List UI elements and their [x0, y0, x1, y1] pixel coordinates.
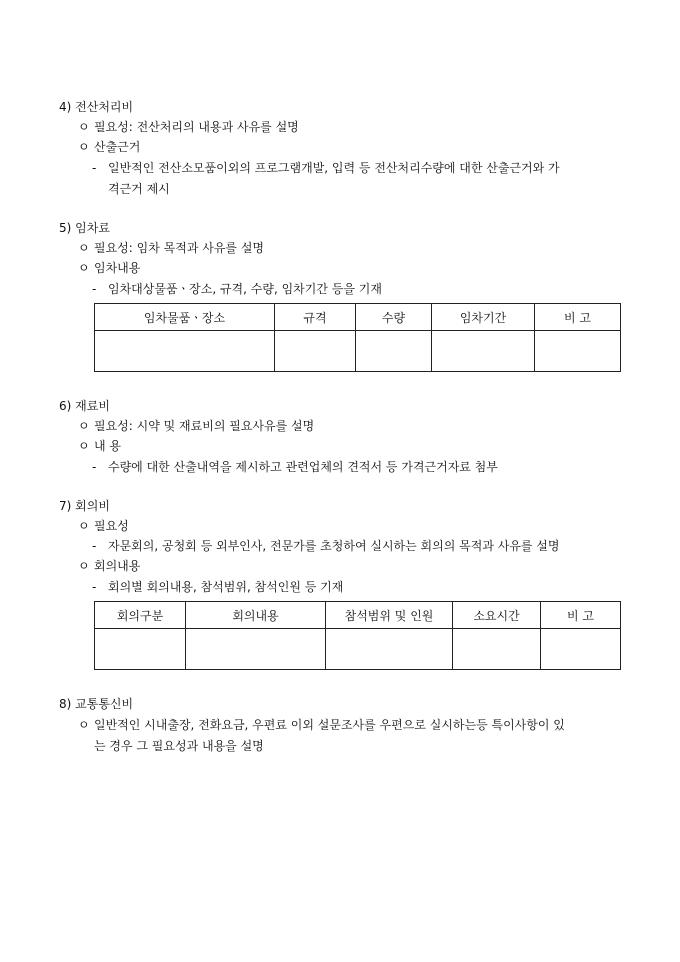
table-cell [541, 629, 621, 670]
s6-necessity-item [78, 418, 314, 434]
s5-content-title: 임차내용 [94, 261, 141, 275]
table-cell [186, 629, 326, 670]
s4-necessity-item [78, 119, 299, 135]
dash-marker: - [92, 282, 97, 296]
table-cell [356, 331, 432, 372]
table-row [95, 629, 621, 670]
s4-basis-text-1: 일반적인 전산소모품이외의 프로그램개발, 입력 등 전산처리수량에 대한 산출근거와 가 [108, 161, 560, 175]
s7-content-text: 회의별 회의내용, 참석범위, 참석인원 등 기재 [108, 580, 344, 594]
s5-content-line [92, 281, 382, 297]
bullet-marker: ㅇ [78, 261, 90, 275]
bullet-marker: ㅇ [78, 241, 90, 255]
table-header-row [95, 304, 621, 331]
s4-necessity-text: 필요성: 전산처리의 내용과 사유를 설명 [94, 120, 299, 134]
table-cell [432, 331, 535, 372]
table-cell [326, 629, 453, 670]
s7-necessity-line [92, 538, 560, 554]
bullet-marker: ㅇ [78, 439, 90, 453]
table-row [95, 331, 621, 372]
bullet-marker: ㅇ [78, 419, 90, 433]
s5-necessity-text: 필요성: 임차 목적과 사유를 설명 [94, 241, 264, 255]
s6-necessity-text: 필요성: 시약 및 재료비의 필요사유를 설명 [94, 419, 315, 433]
table-header-cell: 임차물품ㆍ장소 [95, 304, 275, 331]
bullet-marker: ㅇ [78, 519, 90, 533]
table-header-cell: 참석범위 및 인원 [326, 602, 453, 629]
s4-basis-line2: 격근거 제시 [108, 182, 170, 196]
s7-content-title: 회의내용 [94, 559, 141, 573]
meeting-table [94, 601, 621, 670]
table-header-cell: 규격 [275, 304, 356, 331]
s5-necessity-item [78, 240, 264, 256]
s7-content-item [78, 558, 140, 574]
dash-marker: - [92, 460, 97, 474]
table-cell [275, 331, 356, 372]
s7-necessity-title: 필요성 [94, 519, 129, 533]
section-7-heading: 7) 회의비 [59, 499, 110, 513]
bullet-marker: ㅇ [78, 120, 90, 134]
section-5-heading: 5) 임차료 [59, 221, 110, 235]
s6-content-title: 내 용 [94, 439, 121, 453]
s6-content-text: 수량에 대한 산출내역을 제시하고 관련업체의 견적서 등 가격근거자료 첨부 [108, 460, 498, 474]
table-cell [95, 331, 275, 372]
table-cell [453, 629, 541, 670]
bullet-marker: ㅇ [78, 559, 90, 573]
s8-item [78, 717, 565, 733]
dash-marker: - [92, 161, 97, 175]
rental-table [94, 303, 621, 372]
section-6-heading: 6) 재료비 [59, 399, 110, 413]
section-8-heading: 8) 교통통신비 [59, 697, 134, 711]
s7-necessity-item [78, 518, 129, 534]
s7-necessity-text: 자문회의, 공청회 등 외부인사, 전문가를 초청하여 실시하는 회의의 목적과 사유를 설명 [108, 539, 560, 553]
table-cell [95, 629, 186, 670]
section-4-heading: 4) 전산처리비 [59, 100, 134, 114]
table-cell [535, 331, 621, 372]
table-header-cell: 회의구분 [95, 602, 186, 629]
table-header-cell: 임차기간 [432, 304, 535, 331]
table-header-cell: 소요시간 [453, 602, 541, 629]
s5-content-item [78, 260, 140, 276]
s8-text-2: 는 경우 그 필요성과 내용을 설명 [94, 739, 264, 753]
table-header-cell: 회의내용 [186, 602, 326, 629]
s7-content-line [92, 579, 343, 595]
dash-marker: - [92, 580, 97, 594]
s4-basis-title: 산출근거 [94, 140, 141, 154]
s5-content-text: 임차대상물품ㆍ장소, 규격, 수량, 임차기간 등을 기재 [108, 282, 382, 296]
s6-content-item [78, 438, 121, 454]
s6-content-line [92, 459, 498, 475]
table-header-cell: 비 고 [535, 304, 621, 331]
table-header-cell: 수량 [356, 304, 432, 331]
dash-marker: - [92, 539, 97, 553]
s8-text-1: 일반적인 시내출장, 전화요금, 우편료 이외 설문조사를 우편으로 실시하는등 특이사항이 있 [94, 718, 565, 732]
s4-basis-item [78, 139, 140, 155]
table-header-row [95, 602, 621, 629]
bullet-marker: ㅇ [78, 140, 90, 154]
bullet-marker: ㅇ [78, 718, 90, 732]
s4-basis-line1 [92, 160, 622, 176]
table-header-cell: 비 고 [541, 602, 621, 629]
